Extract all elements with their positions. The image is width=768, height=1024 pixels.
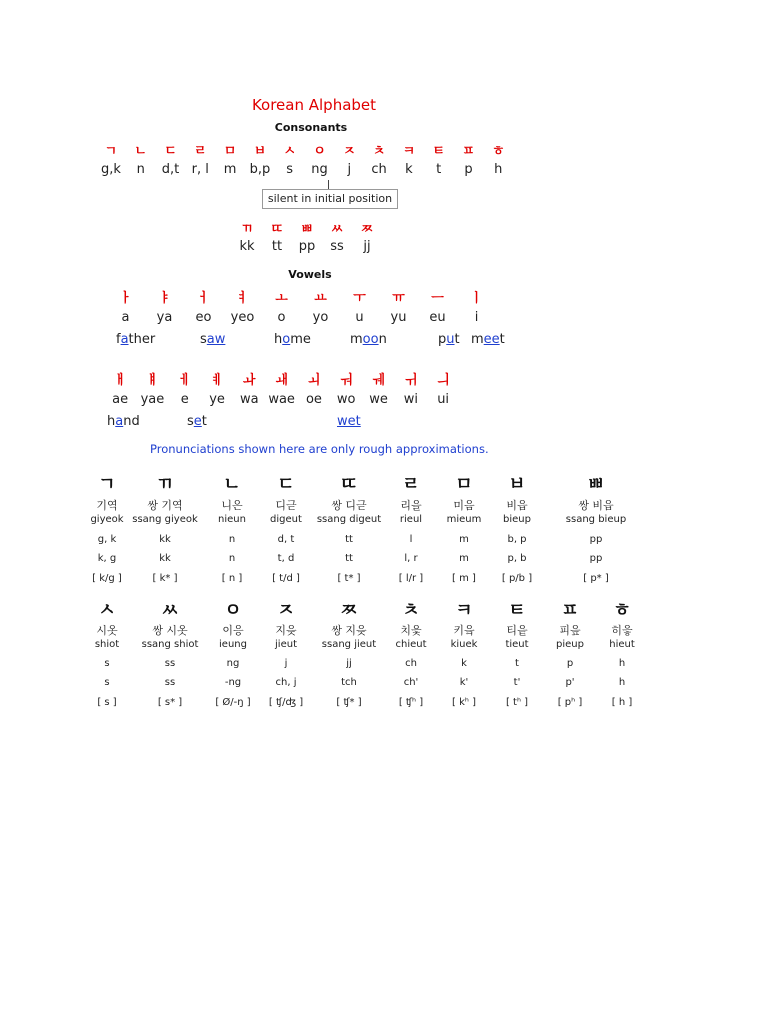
t2-jamo-6: ㅊ — [402, 600, 420, 621]
double-rom-1: kk — [239, 239, 255, 254]
consonant-hangul-14: ㅎ — [491, 144, 505, 159]
t2-name-9: 피읖 — [559, 624, 581, 637]
vowel-hangul-1: ㅏ — [119, 291, 132, 306]
consonant-rom-12: t — [436, 162, 442, 177]
t2-romanized-name-1: shiot — [94, 639, 120, 650]
t1-initial-3: n — [228, 534, 236, 545]
vowel-rom-3: eo — [195, 310, 212, 325]
t2-romanized-name-9: pieup — [556, 639, 584, 650]
t1-ipa-3: [ n ] — [221, 573, 243, 584]
t2-ipa-2: [ s* ] — [157, 697, 183, 708]
t1-name-3: 니은 — [221, 499, 243, 512]
vowel-example-highlight: aw — [206, 332, 226, 347]
double-hangul-1: ㄲ — [240, 222, 254, 237]
t1-romanized-name-4: digeut — [270, 514, 302, 525]
vowel-example-2 — [200, 332, 225, 347]
consonant-hangul-6: ㅂ — [253, 144, 267, 159]
vowel-example-suffix: me — [290, 332, 311, 347]
vowel-example-1 — [116, 332, 155, 347]
t1-jamo-8: ㅂ — [508, 474, 526, 495]
t2-final-1: s — [104, 677, 110, 688]
consonant-hangul-8: ㅇ — [313, 144, 326, 159]
t2-ipa-7: [ kʰ ] — [452, 697, 476, 708]
complex-example-1 — [107, 414, 140, 429]
t1-ipa-9: [ p* ] — [583, 573, 609, 584]
t1-initial-6: l — [409, 534, 413, 545]
consonant-rom-2: n — [136, 162, 145, 177]
t2-romanized-name-10: hieut — [609, 639, 635, 650]
t2-jamo-9: ㅍ — [561, 600, 579, 621]
complex-vowel-rom-5: wa — [240, 392, 259, 407]
t2-romanized-name-8: tieut — [505, 639, 529, 650]
silent-tooltip: silent in initial position — [262, 189, 398, 209]
vowel-hangul-5: ㅗ — [275, 291, 288, 306]
t2-romanized-name-4: jieut — [275, 639, 297, 650]
complex-vowel-rom-1: ae — [112, 392, 129, 407]
t2-romanized-name-7: kiuek — [450, 639, 478, 650]
consonant-hangul-11: ㅋ — [402, 144, 416, 159]
vowel-hangul-row — [106, 287, 496, 306]
vowels-heading: Vowels — [288, 268, 332, 281]
t2-jamo-7: ㅋ — [455, 600, 473, 621]
t2-final-3: -ng — [224, 677, 242, 688]
t2-initial-3: ng — [226, 658, 240, 669]
t1-final-6: l, r — [404, 553, 418, 564]
t2-initial-5: jj — [346, 658, 352, 669]
t2-initial-10: h — [618, 658, 626, 669]
vowel-example-highlight: u — [446, 332, 455, 347]
t2-name-5: 쌍 지읒 — [331, 624, 367, 637]
double-rom-2: tt — [271, 239, 283, 254]
vowel-example-suffix: t — [499, 332, 505, 347]
vowel-example-suffix: t — [454, 332, 460, 347]
complex-vowel-hangul-10: ㅟ — [404, 373, 418, 388]
t1-romanized-name-7: mieum — [446, 514, 482, 525]
t1-initial-2: kk — [159, 534, 171, 545]
complex-vowel-hangul-8: ㅝ — [339, 373, 353, 388]
complex-vowel-rom-8: wo — [336, 392, 356, 407]
complex-vowel-hangul-6: ㅙ — [275, 373, 288, 388]
vowel-example-highlight: a — [120, 332, 129, 347]
vowel-rom-9: eu — [429, 310, 446, 325]
t2-name-8: 티읕 — [506, 624, 528, 637]
t1-ipa-2: [ k* ] — [152, 573, 178, 584]
t2-ipa-5: [ ʧ* ] — [336, 697, 362, 708]
t1-final-4: t, d — [277, 553, 295, 564]
vowel-rom-6: yo — [312, 310, 329, 325]
consonant-hangul-3: ㄷ — [164, 144, 177, 159]
t2-romanized-name-2: ssang shiot — [141, 639, 199, 650]
complex-example-highlight: a — [115, 414, 124, 429]
t1-name-1: 기역 — [96, 499, 118, 512]
consonant-rom-13: p — [464, 162, 473, 177]
vowel-rom-1: a — [121, 310, 130, 325]
complex-vowel-hangul-4: ㅖ — [210, 373, 224, 388]
t2-jamo-10: ㅎ — [613, 600, 631, 621]
vowel-rom-7: u — [355, 310, 364, 325]
t2-name-10: 히읗 — [611, 624, 633, 637]
t1-ipa-6: [ l/r ] — [398, 573, 424, 584]
vowel-rom-2: ya — [156, 310, 173, 325]
consonant-hangul-1: ㄱ — [104, 144, 118, 159]
consonant-hangul-7: ㅅ — [283, 144, 296, 159]
double-hangul-4: ㅆ — [330, 222, 344, 237]
t2-initial-2: ss — [164, 658, 176, 669]
t1-romanized-name-6: rieul — [399, 514, 423, 525]
t2-name-7: 키읔 — [453, 624, 475, 637]
t1-final-9: pp — [589, 553, 603, 564]
t2-name-4: 지읒 — [275, 624, 297, 637]
t2-ipa-10: [ h ] — [611, 697, 633, 708]
vowel-example-suffix: n — [378, 332, 387, 347]
t2-jamo-4: ㅈ — [277, 600, 295, 621]
t2-final-5: tch — [341, 677, 357, 688]
t2-jamo-5: ㅉ — [340, 600, 358, 621]
t2-final-8: t' — [513, 677, 521, 688]
vowel-hangul-2: ㅑ — [158, 291, 171, 306]
complex-example-suffix: t — [201, 414, 207, 429]
vowel-example-prefix: m — [350, 332, 363, 347]
t2-ipa-3: [ Ø/-ŋ ] — [215, 697, 251, 708]
t1-final-7: m — [459, 553, 469, 564]
t2-initial-6: ch — [405, 658, 417, 669]
double-consonant-hangul-row — [232, 218, 382, 237]
t2-final-9: p' — [565, 677, 575, 688]
vowel-hangul-6: ㅛ — [314, 291, 327, 306]
vowel-example-prefix: h — [274, 332, 283, 347]
t1-initial-8: b, p — [507, 534, 527, 545]
t1-final-5: tt — [345, 553, 353, 564]
double-consonant-romanization-row — [232, 239, 382, 254]
t1-romanized-name-8: bieup — [503, 514, 531, 525]
vowel-rom-8: yu — [390, 310, 407, 325]
t1-romanized-name-9: ssang bieup — [565, 514, 627, 525]
complex-vowel-hangul-11: ㅢ — [436, 373, 450, 388]
complex-example-suffix: nd — [123, 414, 140, 429]
complex-vowel-rom-7: oe — [305, 392, 322, 407]
consonant-rom-14: h — [494, 162, 503, 177]
t1-jamo-9: ㅃ — [587, 474, 605, 495]
t1-initial-5: tt — [345, 534, 353, 545]
double-hangul-2: ㄸ — [270, 222, 284, 237]
t1-final-1: k, g — [97, 553, 117, 564]
complex-vowel-hangul-5: ㅘ — [243, 373, 256, 388]
t2-final-10: h — [618, 677, 626, 688]
consonant-hangul-5: ㅁ — [223, 144, 237, 159]
double-rom-3: pp — [298, 239, 316, 254]
consonant-rom-9: j — [347, 162, 352, 177]
t1-name-4: 디귿 — [275, 499, 297, 512]
t1-jamo-3: ㄴ — [223, 474, 241, 495]
complex-vowel-rom-10: wi — [403, 392, 418, 407]
complex-example-2 — [187, 414, 207, 429]
t2-final-6: ch' — [403, 677, 419, 688]
vowel-example-highlight: oo — [362, 332, 379, 347]
t1-name-6: 리을 — [400, 499, 422, 512]
t1-initial-4: d, t — [277, 534, 295, 545]
t2-name-6: 치읓 — [400, 624, 422, 637]
consonant-rom-6: b,p — [249, 162, 271, 177]
complex-example-prefix: h — [107, 414, 116, 429]
t2-final-4: ch, j — [275, 677, 297, 688]
double-rom-4: ss — [330, 239, 344, 254]
t2-ipa-4: [ ʧ/ʤ ] — [268, 697, 304, 708]
consonant-hangul-13: ㅍ — [462, 144, 475, 159]
t1-ipa-4: [ t/d ] — [272, 573, 300, 584]
vowel-romanization-row — [106, 310, 496, 325]
vowel-example-prefix: p — [438, 332, 447, 347]
complex-vowel-hangul-3: ㅔ — [178, 373, 192, 388]
vowel-hangul-8: ㅠ — [392, 291, 405, 306]
t2-ipa-1: [ s ] — [97, 697, 117, 708]
t2-ipa-8: [ tʰ ] — [505, 697, 529, 708]
t1-jamo-5: ㄸ — [340, 474, 358, 495]
vowel-example-3 — [274, 332, 311, 347]
consonant-rom-8: ng — [311, 162, 328, 177]
vowel-example-5 — [438, 332, 460, 347]
t2-name-2: 쌍 시옷 — [152, 624, 188, 637]
consonant-rom-7: s — [286, 162, 294, 177]
complex-example-prefix: s — [187, 414, 194, 429]
t1-jamo-6: ㄹ — [402, 474, 420, 495]
t1-romanized-name-5: ssang digeut — [316, 514, 382, 525]
t1-final-8: p, b — [507, 553, 527, 564]
consonant-rom-10: ch — [371, 162, 387, 177]
t2-name-1: 시옷 — [96, 624, 118, 637]
complex-vowel-rom-2: yae — [140, 392, 165, 407]
vowel-rom-4: yeo — [230, 310, 255, 325]
t2-romanized-name-6: chieut — [395, 639, 427, 650]
consonant-rom-3: d,t — [161, 162, 180, 177]
vowel-example-suffix: ther — [128, 332, 156, 347]
t1-jamo-2: ㄲ — [156, 474, 174, 495]
t2-final-7: k' — [459, 677, 469, 688]
t2-jamo-3: ㅇ — [224, 600, 242, 621]
t2-name-3: 이응 — [222, 624, 244, 637]
consonant-hangul-row — [96, 140, 513, 159]
complex-vowel-rom-6: wae — [268, 392, 295, 407]
complex-vowel-hangul-row — [104, 369, 459, 388]
t2-jamo-2: ㅆ — [161, 600, 179, 621]
vowel-example-6 — [471, 332, 505, 347]
t1-ipa-7: [ m ] — [452, 573, 476, 584]
complex-vowel-hangul-2: ㅒ — [146, 373, 159, 388]
consonant-hangul-12: ㅌ — [432, 144, 445, 159]
complex-vowel-hangul-7: ㅚ — [307, 373, 321, 388]
page-title: Korean Alphabet — [251, 96, 377, 114]
t1-jamo-1: ㄱ — [98, 474, 116, 495]
t1-name-7: 미음 — [453, 499, 475, 512]
t2-jamo-1: ㅅ — [98, 600, 116, 621]
t1-name-2: 쌍 기역 — [147, 499, 183, 512]
complex-vowel-hangul-9: ㅞ — [372, 373, 385, 388]
double-rom-5: jj — [363, 239, 371, 254]
complex-example-highlight: e — [193, 414, 202, 429]
vowel-example-prefix: s — [200, 332, 207, 347]
t1-jamo-7: ㅁ — [455, 474, 473, 495]
complex-vowel-rom-3: e — [180, 392, 189, 407]
vowel-hangul-7: ㅜ — [353, 291, 366, 306]
vowel-hangul-9: ㅡ — [431, 291, 444, 306]
vowel-example-4 — [350, 332, 387, 347]
complex-example-3 — [337, 414, 361, 429]
t2-initial-8: t — [515, 658, 519, 669]
double-hangul-3: ㅃ — [300, 222, 314, 237]
t1-initial-1: g, k — [97, 534, 117, 545]
consonant-hangul-4: ㄹ — [194, 144, 207, 159]
t1-initial-7: m — [459, 534, 469, 545]
vowel-hangul-4: ㅕ — [236, 291, 249, 306]
approximation-note: Pronunciations shown here are only rough approximations. — [150, 442, 489, 456]
t1-ipa-8: [ p/b ] — [501, 573, 533, 584]
t1-romanized-name-1: giyeok — [90, 514, 124, 525]
t1-romanized-name-2: ssang giyeok — [132, 514, 198, 525]
vowel-example-highlight: o — [282, 332, 291, 347]
t1-ipa-1: [ k/g ] — [92, 573, 122, 584]
consonant-rom-4: r, l — [191, 162, 209, 177]
consonant-rom-5: m — [223, 162, 237, 177]
t2-romanized-name-3: ieung — [219, 639, 247, 650]
complex-example-highlight: wet — [337, 414, 361, 429]
t1-romanized-name-3: nieun — [218, 514, 246, 525]
t2-ipa-6: [ ʧʰ ] — [398, 697, 424, 708]
vowel-example-highlight: ee — [483, 332, 500, 347]
vowel-hangul-10: ㅣ — [470, 291, 483, 306]
t1-name-8: 비읍 — [506, 499, 528, 512]
vowel-example-prefix: f — [116, 332, 121, 347]
t2-initial-4: j — [284, 658, 288, 669]
consonant-hangul-10: ㅊ — [372, 144, 386, 159]
consonant-romanization-row — [96, 162, 513, 177]
consonant-rom-1: g,k — [100, 162, 121, 177]
consonants-heading: Consonants — [274, 121, 348, 134]
t2-jamo-8: ㅌ — [508, 600, 526, 621]
t1-final-2: kk — [159, 553, 171, 564]
t2-initial-7: k — [461, 658, 467, 669]
t2-final-2: ss — [164, 677, 176, 688]
t2-initial-9: p — [566, 658, 574, 669]
complex-vowel-romanization-row — [104, 392, 459, 407]
consonant-rom-11: k — [405, 162, 413, 177]
complex-vowel-rom-11: ui — [437, 392, 450, 407]
vowel-hangul-3: ㅓ — [197, 291, 210, 306]
t1-name-5: 쌍 디귿 — [331, 499, 367, 512]
vowel-example-prefix: m — [471, 332, 484, 347]
consonant-hangul-9: ㅈ — [342, 144, 356, 159]
vowel-rom-10: i — [474, 310, 479, 325]
t1-ipa-5: [ t* ] — [337, 573, 361, 584]
t2-ipa-9: [ pʰ ] — [557, 697, 583, 708]
t1-initial-9: pp — [589, 534, 603, 545]
complex-vowel-hangul-1: ㅐ — [113, 373, 127, 388]
t2-romanized-name-5: ssang jieut — [321, 639, 377, 650]
t2-initial-1: s — [104, 658, 110, 669]
t1-name-9: 쌍 비읍 — [578, 499, 614, 512]
consonant-hangul-2: ㄴ — [134, 144, 147, 159]
double-hangul-5: ㅉ — [360, 222, 374, 237]
t1-final-3: n — [228, 553, 236, 564]
complex-vowel-rom-4: ye — [209, 392, 225, 407]
vowel-rom-5: o — [277, 310, 286, 325]
complex-vowel-rom-9: we — [369, 392, 388, 407]
t1-jamo-4: ㄷ — [277, 474, 295, 495]
